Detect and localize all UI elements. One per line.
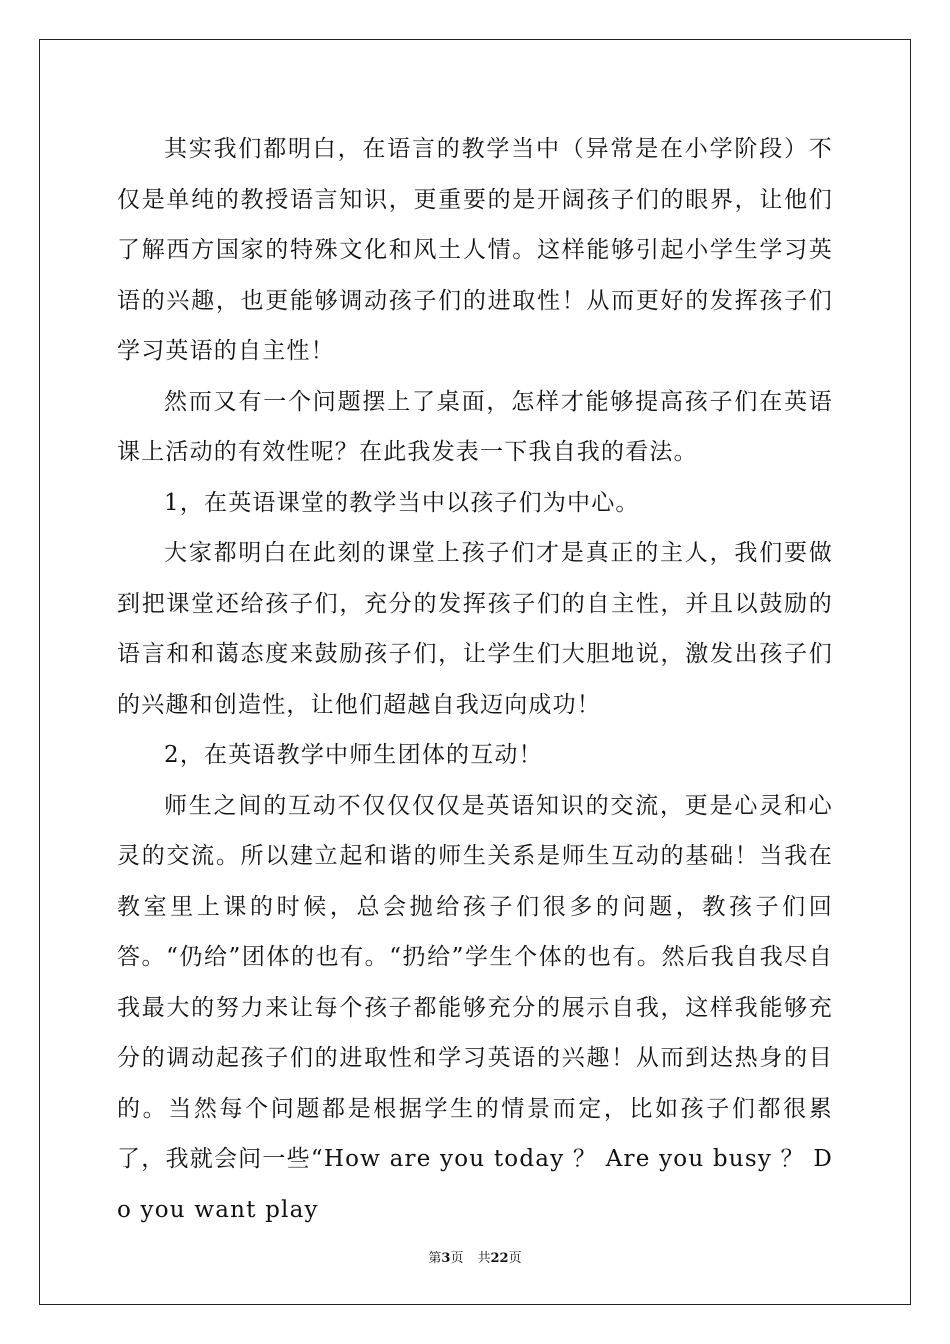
paragraph-intro: 其实我们都明白，在语言的教学当中（异常是在小学阶段）不仅是单纯的教授语言知识，更重要的是开阔孩子们的眼界，让他们了解西方国家的特殊文化和风土人情。这样能够引起小学生学习英语的兴趣，也更能够调动孩子们的进取性！从而更好的发挥孩子们学习英语的自主性！	[117, 136, 833, 364]
footer-total-suffix: 页	[508, 1251, 522, 1266]
footer-prefix: 第	[428, 1251, 442, 1266]
footer-page-suffix: 页	[450, 1251, 464, 1266]
document-body	[117, 124, 833, 1235]
footer-total-prefix: 共	[477, 1251, 491, 1266]
paragraph-point-2: 师生之间的互动不仅仅仅仅是英语知识的交流，更是心灵和心灵的交流。所以建立起和谐的师生关系是师生互动的基础！当我在教室里上课的时候，总会抛给孩子们很多的问题，教孩子们回答。“仍给”团体的也有。“扔给”学生个体的也有。然后我自我尽自我最大的努力来让每个孩子都能够充分的展示自我，这样我能够充分的调动起孩子们的进取性和学习英语的兴趣！从而到达热身的目的。当然每个问题都是根据学生的情景而定，比如孩子们都很累了，我就会问一些“How are you today ？ Are you busy ？ Do you want play	[117, 792, 833, 1223]
total-page-count: 22	[490, 1251, 509, 1266]
page-footer	[0, 1247, 950, 1266]
heading-point-2: 2，在英语教学中师生团体的互动！	[164, 742, 543, 768]
paragraph-question: 然而又有一个问题摆上了桌面，怎样才能够提高孩子们在英语课上活动的有效性呢？在此我发表一下我自我的看法。	[117, 388, 833, 465]
heading-point-1: 1，在英语课堂的教学当中以孩子们为中心。	[164, 489, 640, 516]
current-page-number: 3	[441, 1251, 451, 1266]
paragraph-point-1: 大家都明白在此刻的课堂上孩子们才是真正的主人，我们要做到把课堂还给孩子们，充分的发挥孩子们的自主性，并且以鼓励的语言和和蔼态度来鼓励孩子们，让学生们大胆地说，激发出孩子们的兴趣和创造性，让他们超越自我迈向成功！	[117, 540, 833, 718]
